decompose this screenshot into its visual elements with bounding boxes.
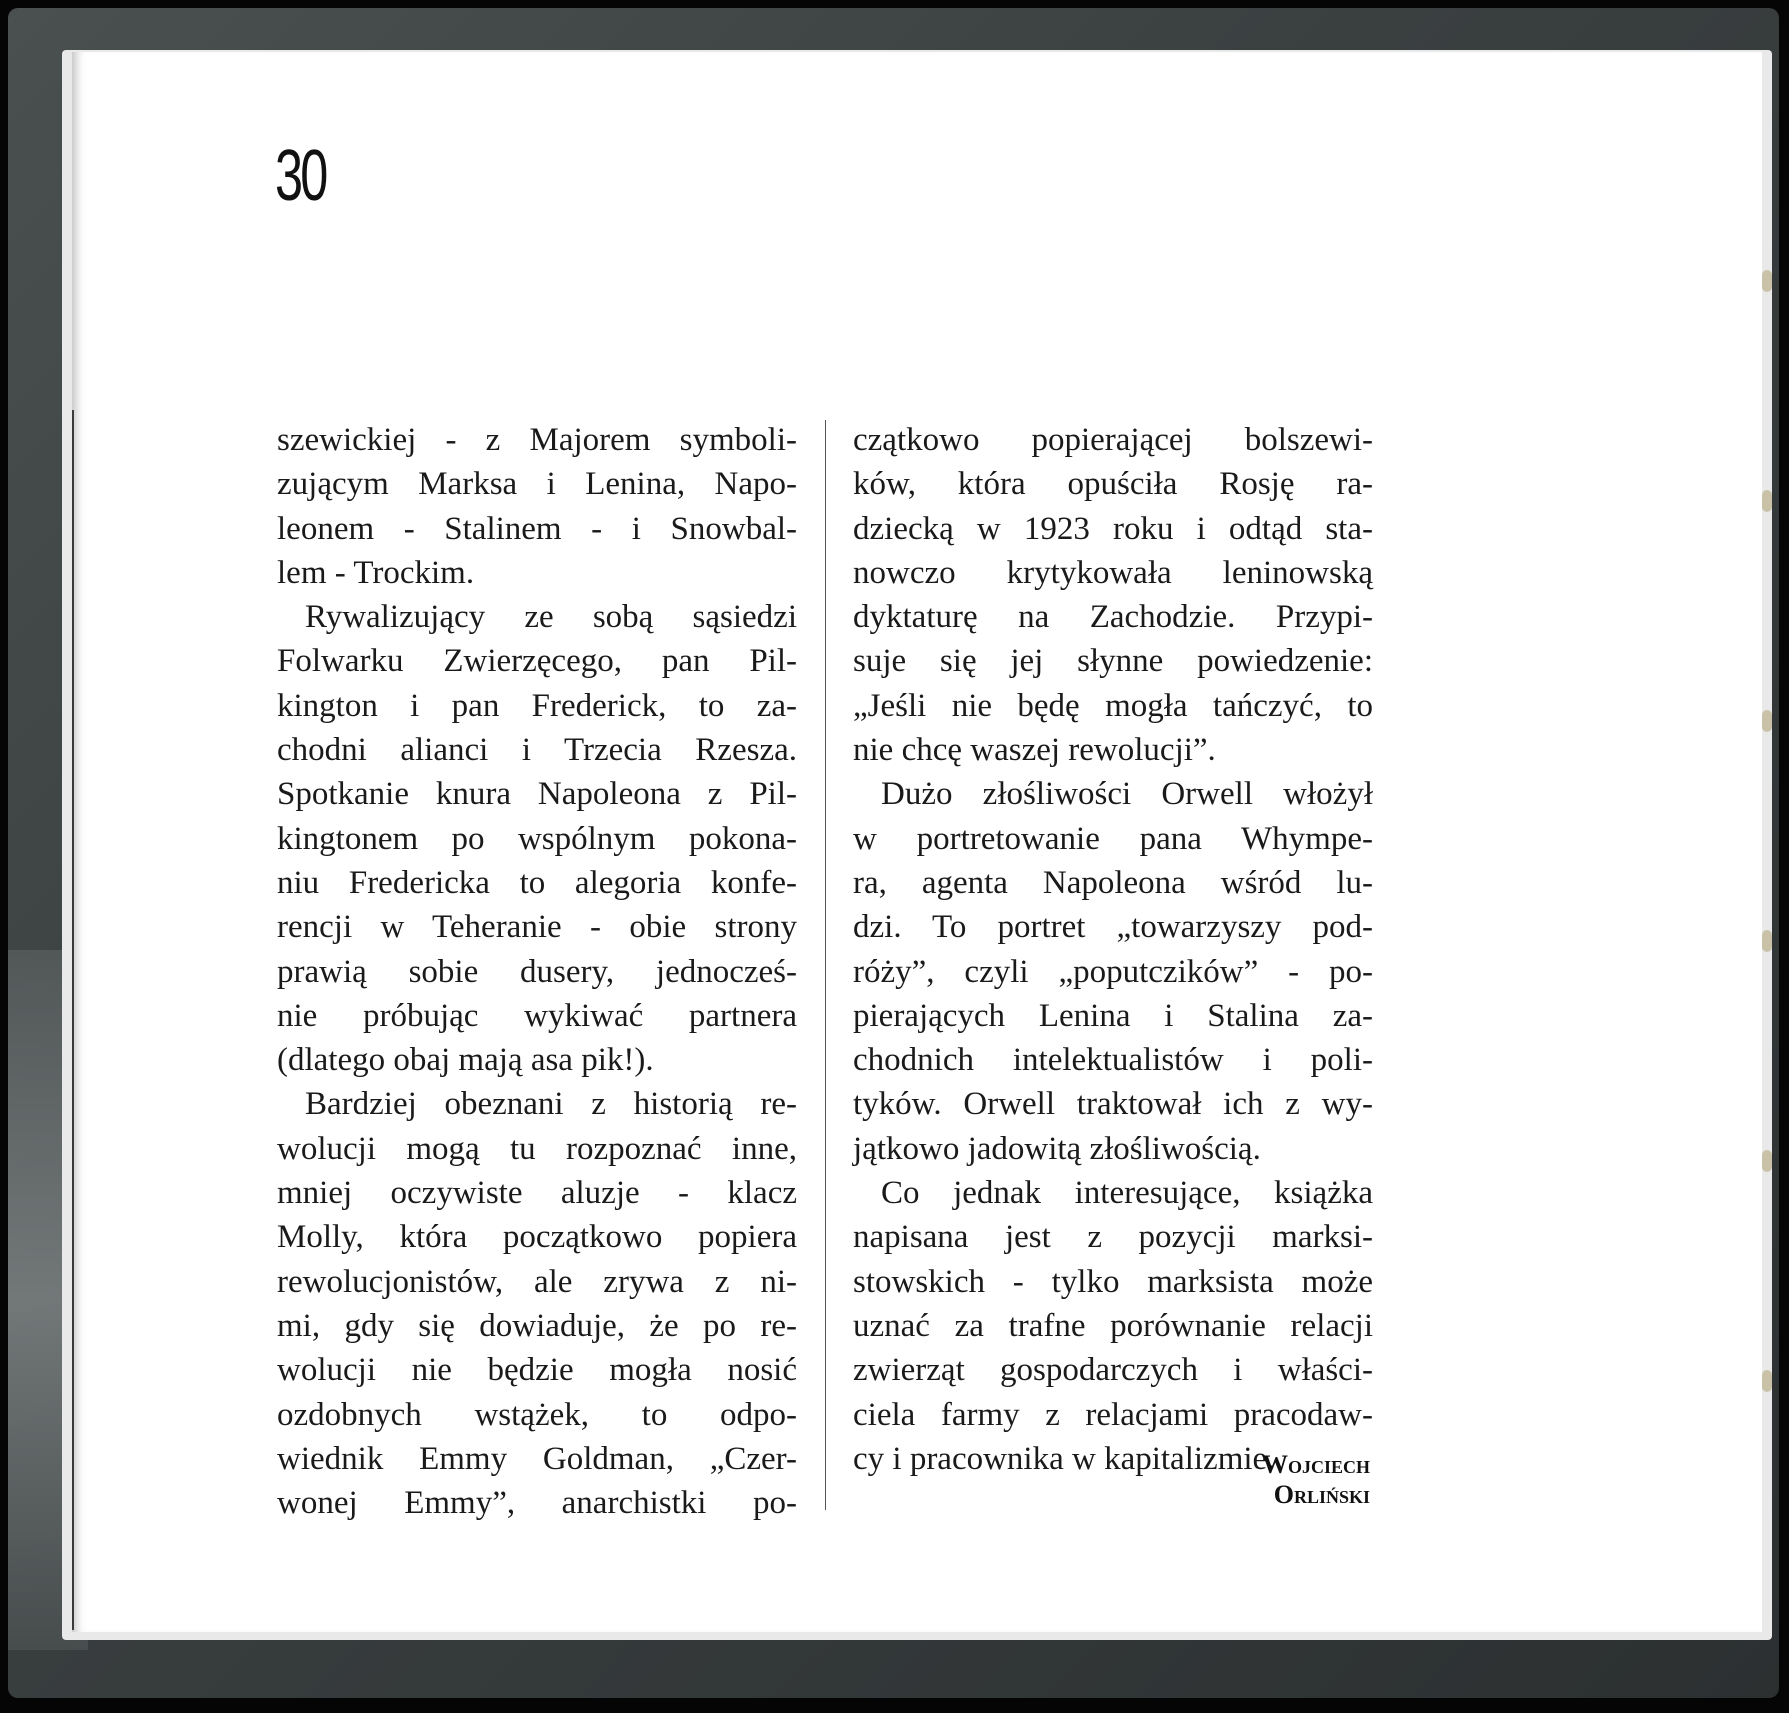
text-line: Co jednak interesujące, książka bbox=[881, 1175, 1373, 1212]
spine-shadow bbox=[72, 410, 74, 1630]
text-line: „Jeśli nie będę mogła tańczyć, to bbox=[853, 687, 1373, 724]
text-line: uznać za trafne porównanie relacji bbox=[853, 1307, 1373, 1344]
page-edge-mark bbox=[1762, 490, 1772, 512]
text-line: leonem - Stalinem - i Snowbal- bbox=[277, 510, 797, 547]
text-line: pierających Lenina i Stalina za- bbox=[853, 997, 1373, 1034]
text-line: stowskich - tylko marksista może bbox=[853, 1263, 1373, 1300]
text-line: suje się jej słynne powiedzenie: bbox=[853, 643, 1373, 680]
text-line: Bardziej obeznani z historią re- bbox=[305, 1086, 797, 1123]
text-line: mniej oczywiste aluzje - klacz bbox=[277, 1175, 797, 1212]
text-line: jątkowo jadowitą złośliwością. bbox=[853, 1130, 1261, 1167]
page-edge-mark bbox=[1762, 930, 1772, 952]
text-line: cy i pracownika w kapitalizmie. bbox=[853, 1440, 1276, 1477]
text-line: Rywalizujący ze sobą sąsiedzi bbox=[305, 599, 797, 636]
text-line: ków, która opuściła Rosję ra- bbox=[853, 466, 1373, 503]
text-line: rencji w Teheranie - obie strony bbox=[277, 909, 797, 946]
text-line: nowczo krytykowała leninowską bbox=[853, 554, 1373, 591]
text-line: prawią sobie dusery, jednocześ- bbox=[277, 953, 797, 990]
text-line: szewickiej - z Majorem symboli- bbox=[277, 422, 797, 458]
page-edge-mark bbox=[1762, 270, 1772, 292]
text-line: róży”, czyli „poputczików” - po- bbox=[853, 953, 1373, 990]
text-line: mi, gdy się dowiaduje, że po re- bbox=[277, 1307, 797, 1344]
text-line: chodni alianci i Trzecia Rzesza. bbox=[277, 732, 797, 769]
text-line: (dlatego obaj mają asa pik!). bbox=[277, 1042, 654, 1079]
text-line: ozdobnych wstążek, to odpo- bbox=[277, 1396, 797, 1433]
text-line: wolucji nie będzie mogła nosić bbox=[277, 1352, 797, 1389]
text-line: tyków. Orwell traktował ich z wy- bbox=[853, 1086, 1373, 1123]
text-line: wolucji mogą tu rozpoznać inne, bbox=[277, 1130, 797, 1167]
text-line: zwierząt gospodarczych i właści- bbox=[853, 1352, 1373, 1389]
text-line: dziecką w 1923 roku i odtąd sta- bbox=[853, 510, 1373, 547]
page-edge-mark bbox=[1762, 1150, 1772, 1172]
text-line: zującym Marksa i Lenina, Napo- bbox=[277, 466, 797, 503]
text-line: wonej Emmy”, anarchistki po- bbox=[277, 1485, 797, 1522]
text-line: nie próbując wykiwać partnera bbox=[277, 997, 797, 1034]
right-column bbox=[853, 418, 1373, 1481]
text-line: nie chcę waszej rewolucji”. bbox=[853, 732, 1216, 769]
page-edge-mark bbox=[1762, 1370, 1772, 1392]
text-line: Spotkanie knura Napoleona z Pil- bbox=[277, 776, 797, 813]
text-line: Molly, która początkowo popiera bbox=[277, 1219, 797, 1256]
text-line: Folwarku Zwierzęcego, pan Pil- bbox=[277, 643, 797, 680]
text-line: lem - Trockim. bbox=[277, 554, 475, 591]
text-line: w portretowanie pana Whympe- bbox=[853, 820, 1373, 857]
text-line: kingtonem po wspólnym pokona- bbox=[277, 820, 797, 857]
text-line: rewolucjonistów, ale zrywa z ni- bbox=[277, 1263, 797, 1300]
column-divider bbox=[825, 420, 826, 1510]
text-line: ciela farmy z relacjami pracodaw- bbox=[853, 1396, 1373, 1433]
text-line: Dużo złośliwości Orwell włożył bbox=[881, 776, 1373, 813]
left-column bbox=[277, 418, 797, 1525]
text-line: czątkowo popierającej bolszewi- bbox=[853, 422, 1373, 458]
page-edge-mark bbox=[1762, 710, 1772, 732]
text-line: niu Fredericka to alegoria konfe- bbox=[277, 864, 797, 901]
text-line: kington i pan Frederick, to za- bbox=[277, 687, 797, 724]
text-line: ra, agenta Napoleona wśród lu- bbox=[853, 864, 1373, 901]
text-line: chodnich intelektualistów i poli- bbox=[853, 1042, 1373, 1079]
page-number: 30 bbox=[275, 136, 326, 216]
author-signature: Wojciech Orliński bbox=[1261, 1450, 1370, 1509]
text-line: napisana jest z pozycji marksi- bbox=[853, 1219, 1373, 1256]
text-line: dzi. To portret „towarzyszy pod- bbox=[853, 909, 1373, 946]
text-line: dyktaturę na Zachodzie. Przypi- bbox=[853, 599, 1373, 636]
text-line: wiednik Emmy Goldman, „Czer- bbox=[277, 1440, 797, 1477]
